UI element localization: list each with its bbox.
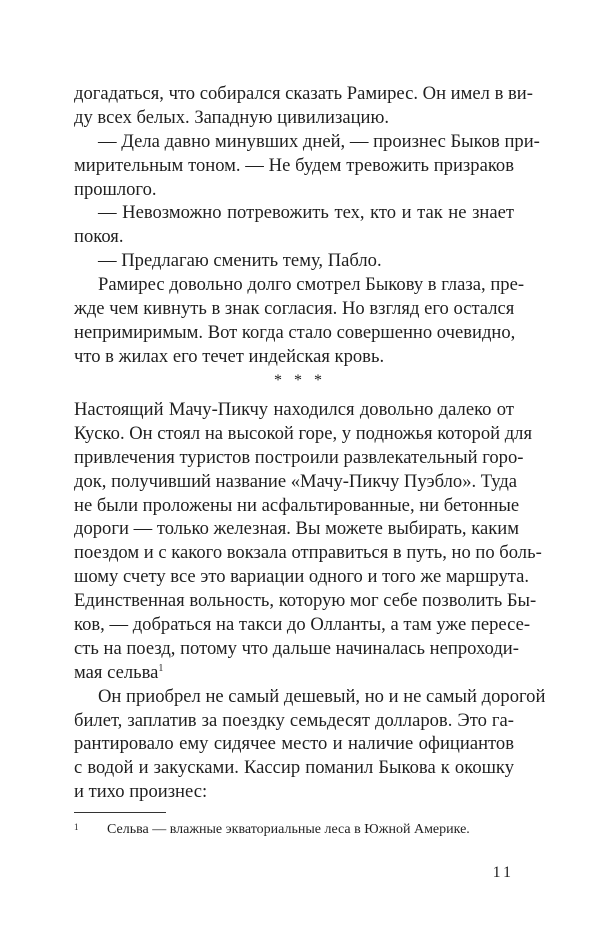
text-line: — Невозможно потревожить тех, кто и так не знает (98, 202, 514, 224)
text-line: док, получивший название «Мачу-Пикчу Пуэбло». Туда (74, 470, 518, 492)
text-line: дороги — только железная. Вы можете выбирать, каким (74, 518, 519, 540)
text-line: ду всех белых. Западную цивилизацию. (74, 106, 390, 128)
text-line: Куско. Он стоял на высокой горе, у подножья которой для (74, 422, 533, 444)
section-break-asterism: * * * (274, 372, 326, 389)
text-line: Рамирес довольно долго смотрел Быкову в глаза, пре- (98, 274, 525, 296)
footnote-number: 1 (74, 822, 79, 832)
text-line: — Предлагаю сменить тему, Пабло. (98, 250, 382, 272)
text-line: сть на поезд, потому что дальше начиналась непроходи- (74, 637, 519, 659)
footnote-divider (74, 812, 166, 813)
text-line: Единственная вольность, которую мог себе позволить Бы- (74, 590, 537, 612)
text-line: поездом и с какого вокзала отправиться в путь, но по боль- (74, 542, 542, 564)
text-line: прошлого. (74, 178, 157, 200)
text-line: — Дела давно минувших дней, — произнес Быков при- (98, 130, 540, 152)
text-line: билет, заплатив за поездку семьдесят долларов. Это га- (74, 709, 514, 731)
text-line: догадаться, что собирался сказать Рамирес. Он имел в ви- (74, 83, 533, 104)
text-block-bottom (74, 398, 546, 804)
text-line: привлечения туристов построили развлекательный горо- (74, 446, 524, 468)
text-line: и тихо произнес: (74, 781, 208, 803)
text-line: жде чем кивнуть в знак согласия. Но взгляд его остался (74, 298, 515, 320)
text-line: шому счету все это вариации одного и того же маршрута. (74, 566, 530, 588)
text-line: не были проложены ни асфальтированные, ни бетонные (74, 494, 520, 516)
text-line: ков, — добраться на такси до Олланты, а там уже пересе- (74, 614, 531, 636)
text-line: с водой и закусками. Кассир поманил Быкова к окошку (74, 757, 514, 779)
footnote-reference: 1 (158, 662, 164, 674)
text-line: Настоящий Мачу-Пикчу находился довольно далеко от (74, 399, 514, 420)
text-line: Он приобрел не самый дешевый, но и не самый дорогой (98, 685, 546, 707)
page-number: 11 (492, 864, 514, 881)
text-line: покоя. (74, 226, 124, 248)
text-block-top (74, 82, 540, 369)
footnote-text: Сельва — влажные экваториальные леса в Южной Америке. (107, 822, 470, 837)
text-line-fragment: мая сельва (74, 661, 159, 683)
text-line: что в жилах его течет индейская кровь. (74, 345, 385, 367)
text-line: мирительным тоном. — Не будем тревожить призраков (74, 154, 514, 176)
text-line: непримиримым. Вот когда стало совершенно очевидно, (74, 321, 516, 343)
text-line (74, 661, 514, 685)
text-line: рантировало ему сидячее место и наличие официантов (74, 733, 514, 755)
